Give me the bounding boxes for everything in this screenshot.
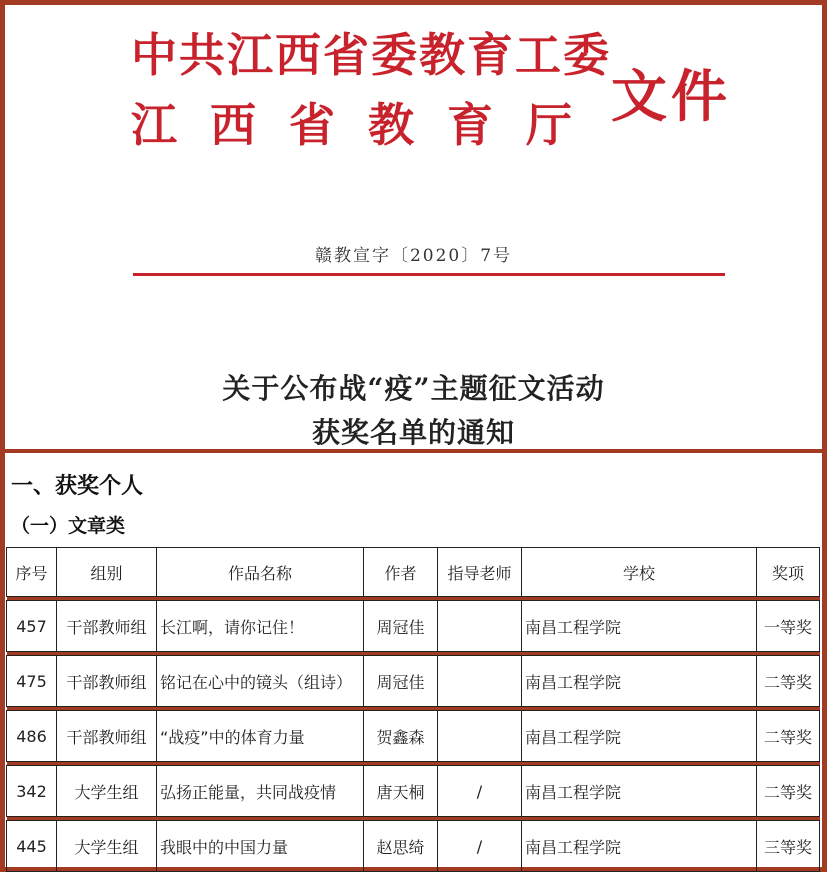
header-cell-group: 组别 (57, 548, 157, 597)
section-heading: 一、获奖个人 (11, 474, 144, 499)
header-cell-advisor: 指导老师 (438, 548, 522, 597)
cell-advisor (438, 656, 522, 707)
red-divider-line (133, 273, 725, 276)
header-cell-no: 序号 (7, 548, 57, 597)
sub-heading: （一）文章类 (11, 515, 126, 537)
document-body (5, 453, 822, 867)
cell-title: 弘扬正能量，共同战疫情 (157, 766, 364, 817)
notice-title-line-1: 关于公布战“疫”主题征文活动 (222, 372, 605, 405)
cell-group: 大学生组 (57, 766, 157, 817)
cell-advisor (438, 711, 522, 762)
table-row (7, 656, 820, 707)
notice-title-line-2: 获奖名单的通知 (311, 416, 515, 449)
cell-school: 南昌工程学院 (522, 711, 757, 762)
issuer-line-1: 中共江西省委教育工委 (131, 28, 611, 82)
cell-no: 445 (7, 821, 57, 872)
cell-no: 457 (7, 601, 57, 652)
issuer-line-2: 江西省教育厅 (131, 98, 605, 152)
award-table (6, 547, 820, 872)
table-row (7, 601, 820, 652)
cell-no: 486 (7, 711, 57, 762)
cell-school: 南昌工程学院 (522, 656, 757, 707)
cell-award: 二等奖 (757, 711, 820, 762)
cell-group: 干部教师组 (57, 656, 157, 707)
cell-advisor: / (438, 766, 522, 817)
cell-no: 342 (7, 766, 57, 817)
cell-school: 南昌工程学院 (522, 766, 757, 817)
cell-group: 大学生组 (57, 821, 157, 872)
cell-title: 铭记在心中的镜头（组诗） (157, 656, 364, 707)
cell-group: 干部教师组 (57, 711, 157, 762)
document-header (5, 5, 822, 449)
cell-award: 二等奖 (757, 656, 820, 707)
cell-award: 三等奖 (757, 821, 820, 872)
cell-title: “战疫”中的体育力量 (157, 711, 364, 762)
cell-group: 干部教师组 (57, 601, 157, 652)
header-cell-award: 奖项 (757, 548, 820, 597)
table-header-row (7, 548, 820, 597)
cell-advisor: / (438, 821, 522, 872)
cell-author: 赵思绮 (364, 821, 438, 872)
table-row (7, 711, 820, 762)
cell-author: 周冠佳 (364, 601, 438, 652)
header-cell-title: 作品名称 (157, 548, 364, 597)
cell-author: 周冠佳 (364, 656, 438, 707)
cell-no: 475 (7, 656, 57, 707)
table-row (7, 766, 820, 817)
table-row (7, 821, 820, 872)
cell-advisor (438, 601, 522, 652)
issuer-suffix: 文件 (611, 64, 731, 130)
cell-author: 唐天桐 (364, 766, 438, 817)
cell-author: 贺鑫森 (364, 711, 438, 762)
cell-school: 南昌工程学院 (522, 821, 757, 872)
cell-award: 二等奖 (757, 766, 820, 817)
cell-title: 我眼中的中国力量 (157, 821, 364, 872)
header-cell-author: 作者 (364, 548, 438, 597)
document-number: 赣教宣字〔2020〕7号 (314, 246, 513, 266)
cell-school: 南昌工程学院 (522, 601, 757, 652)
header-cell-school: 学校 (522, 548, 757, 597)
cell-title: 长江啊，请你记住！ (157, 601, 364, 652)
cell-award: 一等奖 (757, 601, 820, 652)
